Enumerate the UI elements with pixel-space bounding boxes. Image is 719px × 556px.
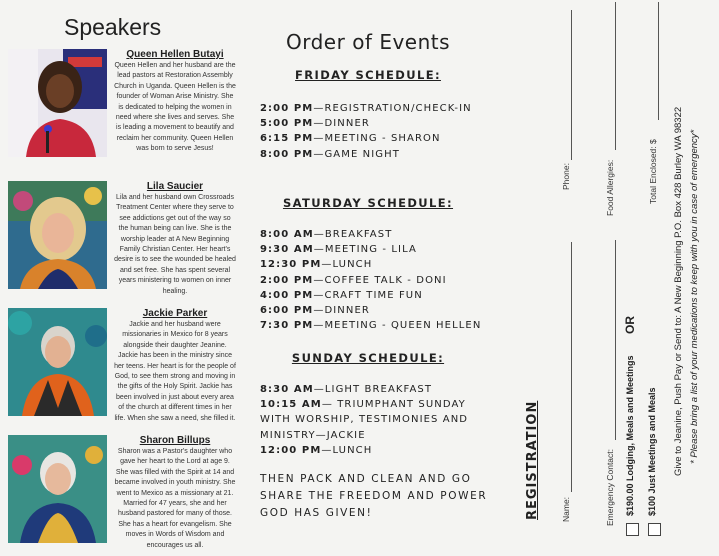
emergency-contact-field[interactable] [615,240,616,440]
lodging-option-label: $190.00 Lodging, Meals and Meetings [625,355,635,516]
closing-message: THEN PACK AND CLEAN AND GO SHARE THE FREEDOM AND POWER GOD HAS GIVEN! [260,473,488,519]
schedule-item: 9:30 AM—MEETING - LILA [260,244,417,256]
schedule-item: 6:15 PM—MEETING - SHARON [260,133,441,145]
meetings-only-option-checkbox[interactable] [648,523,661,536]
speaker-bio: Queen Hellen and her husband are the lead pastors at Restoration Assembly Church in Uganda. Queen Hellen is the founder of Woman Arise Ministry. She is dedicated to helping the women in need where she lives and serves. She is leading a movement to beautify and reclaim her community. Queen Hellen was born to serve Jesus! [114,62,236,153]
schedule-item: 6:00 PM—DINNER [260,305,370,317]
speaker-bio: Lila and her husband own Crossroads Treatment Center where they serve to see addictions get out of the way so the human being can live. She is the worship leader at A New Beginning Family Christian Center. Her heart's desire is to see the wounded be healed and set free. She has spent several years ministering to women on inner healing. [114,194,236,295]
speaker-name: Sharon Billups [139,435,211,446]
events-heading: Order of Events [286,30,451,54]
schedule-item: 2:00 PM—COFFEE TALK - DONI [260,274,447,286]
speaker-name: Lila Saucier [146,181,204,192]
phone-label: Phone: [561,163,571,190]
speaker-photo [8,435,107,543]
speaker-bio: Sharon was a Pastor's daughter who gave her heart to the Lord at age 9. She was filled with the Spirit at 14 and became involved in youth ministry. She went to Mexico as a missionary at 21. Married for 47 years, she and her husband pastored for many of those. She has a heart for evangelism. She moves in Words of Wisdom and encourages us all. [114,448,236,549]
speaker-bio: Jackie and her husband were missionaries in Mexico for 8 years alongside their daughter Jeanine. Jackie has been in the ministry since her teens. Her heart is for the people of God, to see them strong and moving in the gifts of the Holy Spirit. Jackie has been involved in just about every area of the church at different times in her life. When she saw a need, she filled it. [114,321,236,422]
saturday-schedule-heading: SATURDAY SCHEDULE: [282,196,454,210]
schedule-item: 5:00 PM—DINNER [260,118,370,130]
phone-field[interactable] [571,10,572,160]
friday-schedule-heading: FRIDAY SCHEDULE: [295,68,441,82]
schedule-item: 12:00 PM—LUNCH [260,444,373,456]
sunday-schedule-list [260,382,468,458]
or-label: OR [623,316,637,334]
speaker-photo [8,308,107,416]
schedule-item: 4:00 PM—CRAFT TIME FUN [260,289,423,301]
speaker-photo [8,181,107,289]
schedule-item: 8:30 AM—LIGHT BREAKFAST [260,384,433,395]
speakers-heading: Speakers [64,14,162,40]
meetings-only-option-label: $100 Just Meetings and Meals [647,387,657,516]
speaker-name: Queen Hellen Butayi [126,49,224,60]
speaker-photo [8,49,107,157]
name-label: Name: [561,496,571,522]
payment-instructions: Give to Jeanine, Push Pay or Send to: A New Beginning P.O. Box 428 Burley WA 98322 [673,106,684,476]
name-field[interactable] [571,242,572,492]
lodging-option-checkbox[interactable] [626,523,639,536]
schedule-item: 10:15 AM— TRIUMPHANT SUNDAY [260,399,466,411]
registration-form [505,0,719,556]
speaker-name: Jackie Parker [142,308,208,319]
order-of-events-panel [252,0,510,556]
medication-note: * Please bring a list of your medications to keep with you in case of emergency* [689,129,700,464]
friday-schedule-list [260,101,472,162]
sunday-schedule-heading: SUNDAY SCHEDULE: [291,351,445,365]
schedule-item: 7:30 PM—MEETING - QUEEN HELLEN [260,320,482,332]
total-enclosed-field[interactable] [658,2,659,120]
saturday-schedule-list [260,227,481,333]
schedule-item: 12:30 PM—LUNCH [260,259,373,271]
total-enclosed-label: Total Enclosed: $ [648,139,658,204]
schedule-item: 2:00 PM—REGISTRATION/CHECK-IN [260,103,472,114]
speakers-panel [0,0,240,556]
registration-heading: REGISTRATION [525,400,540,520]
emergency-contact-label: Emergency Contact: [605,448,615,526]
schedule-item: WITH WORSHIP, TESTIMONIES AND [260,414,469,426]
schedule-item: 8:00 AM—BREAKFAST [260,229,393,240]
schedule-item: 8:00 PM—GAME NIGHT [260,148,400,160]
food-allergies-label: Food Allergies: [605,159,615,216]
schedule-item: MINISTRY—JACKIE [260,429,366,441]
food-allergies-field[interactable] [615,2,616,150]
